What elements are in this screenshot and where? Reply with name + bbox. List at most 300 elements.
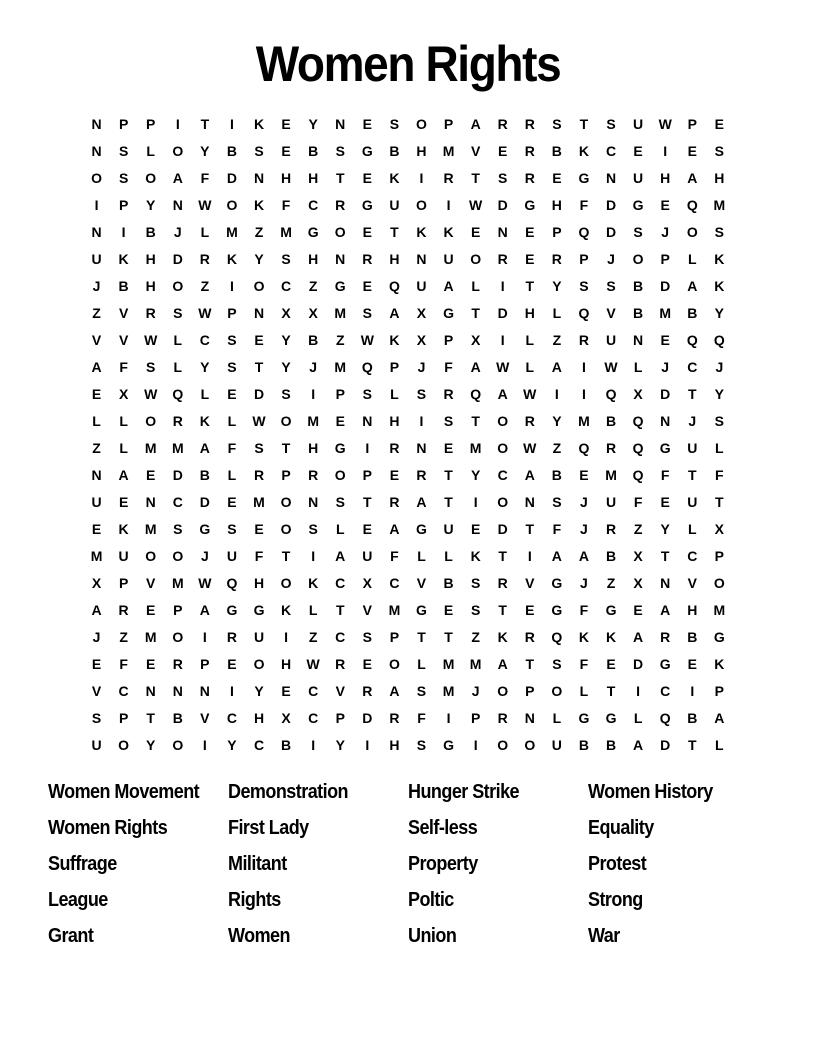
grid-letter: Q (470, 386, 482, 402)
grid-letter: X (118, 386, 129, 402)
grid-letter: E (227, 494, 237, 510)
grid-letter: A (497, 656, 508, 672)
grid-letter: G (659, 656, 671, 672)
grid-letter: T (335, 602, 345, 618)
grid-letter: A (551, 548, 562, 564)
grid-letter: M (334, 305, 347, 321)
grid-letter: O (524, 737, 536, 753)
word-item: War (588, 925, 620, 947)
grid-letter: Z (335, 332, 345, 348)
grid-letter: T (579, 116, 589, 132)
grid-letter: L (444, 548, 453, 564)
grid-letter: B (551, 143, 562, 159)
grid-letter: K (470, 548, 481, 564)
word-item: League (48, 889, 108, 911)
grid-letter: H (714, 170, 725, 186)
grid-letter: E (254, 332, 264, 348)
grid-letter: S (714, 413, 724, 429)
grid-letter: S (552, 494, 562, 510)
grid-letter: A (199, 602, 210, 618)
grid-letter: L (417, 548, 426, 564)
grid-letter: I (94, 197, 99, 213)
grid-letter: I (311, 737, 316, 753)
grid-letter: X (308, 305, 318, 321)
grid-letter: O (172, 629, 184, 645)
grid-letter: Z (308, 278, 318, 294)
grid-letter: I (229, 116, 234, 132)
grid-letter: P (714, 683, 724, 699)
grid-letter: B (551, 467, 562, 483)
grid-letter: L (525, 359, 535, 375)
grid-letter: G (253, 602, 265, 618)
grid-letter: M (280, 224, 292, 240)
grid-letter: H (687, 602, 698, 618)
grid-letter: O (416, 197, 427, 213)
grid-letter: D (253, 386, 265, 402)
grid-letter: N (253, 305, 265, 321)
grid-letter: N (416, 251, 427, 267)
grid-letter: J (471, 683, 480, 699)
grid-letter: Q (632, 413, 644, 429)
grid-letter: S (416, 386, 427, 402)
grid-letter: R (172, 656, 183, 672)
grid-letter: E (91, 386, 102, 402)
grid-letter: E (687, 656, 697, 672)
grid-letter: A (199, 440, 210, 456)
grid-letter: P (470, 710, 481, 726)
grid-letter: G (334, 440, 346, 456)
grid-letter: R (362, 251, 373, 267)
grid-letter: K (389, 332, 400, 348)
grid-letter: R (551, 251, 562, 267)
grid-letter: M (578, 413, 590, 429)
grid-letter: L (633, 710, 643, 726)
grid-letter: P (173, 602, 183, 618)
grid-letter: C (281, 278, 292, 294)
grid-letter: H (253, 710, 265, 726)
grid-letter: N (145, 683, 156, 699)
grid-letter: E (362, 278, 372, 294)
grid-letter: U (91, 251, 102, 267)
grid-letter: O (226, 197, 238, 213)
grid-letter: S (173, 305, 183, 321)
grid-letter: B (172, 710, 183, 726)
grid-letter: I (175, 116, 180, 132)
grid-letter: R (443, 170, 454, 186)
grid-letter: S (606, 116, 616, 132)
grid-letter: C (605, 143, 617, 159)
grid-letter: G (443, 737, 454, 753)
grid-letter: Z (119, 629, 128, 645)
grid-letter: P (687, 116, 697, 132)
grid-letter: Y (714, 305, 724, 321)
grid-letter: A (470, 116, 481, 132)
grid-letter: J (580, 494, 588, 510)
grid-letter: N (308, 494, 319, 510)
grid-letter: D (660, 278, 671, 294)
grid-letter: M (253, 494, 265, 510)
grid-letter: U (687, 494, 698, 510)
grid-letter: M (171, 575, 184, 591)
grid-letter: S (362, 386, 372, 402)
grid-letter: O (172, 737, 184, 753)
grid-letter: Q (686, 197, 698, 213)
grid-letter: O (280, 521, 292, 537)
grid-letter: N (91, 467, 102, 483)
grid-letter: J (92, 278, 101, 294)
grid-letter: J (417, 359, 426, 375)
grid-letter: O (172, 278, 184, 294)
grid-letter: T (525, 278, 535, 294)
grid-letter: E (362, 656, 372, 672)
grid-letter: Y (254, 683, 264, 699)
grid-letter: G (226, 602, 238, 618)
grid-letter: T (335, 170, 345, 186)
grid-letter: I (500, 278, 505, 294)
grid-letter: Q (578, 224, 590, 240)
grid-letter: E (335, 413, 345, 429)
grid-letter: M (442, 656, 455, 672)
grid-letter: O (280, 494, 292, 510)
grid-letter: H (253, 575, 265, 591)
grid-letter: G (199, 521, 211, 537)
grid-letter: F (417, 710, 426, 726)
grid-letter: C (226, 710, 237, 726)
grid-letter: O (145, 413, 157, 429)
grid-letter: G (334, 278, 346, 294)
grid-letter: K (281, 602, 292, 618)
grid-letter: C (253, 737, 265, 753)
grid-letter: G (416, 521, 427, 537)
grid-letter: B (308, 143, 319, 159)
grid-letter: N (335, 251, 346, 267)
grid-letter: H (308, 440, 319, 456)
grid-letter: Y (254, 251, 264, 267)
grid-letter: E (91, 656, 102, 672)
grid-letter: V (91, 683, 102, 699)
grid-letter: I (473, 494, 478, 510)
grid-letter: S (227, 521, 237, 537)
grid-letter: R (524, 170, 535, 186)
grid-letter: T (525, 656, 535, 672)
grid-letter: S (281, 251, 291, 267)
grid-letter: S (362, 629, 372, 645)
grid-letter: I (229, 278, 234, 294)
grid-letter: N (172, 683, 183, 699)
grid-row (83, 165, 733, 192)
grid-letter: A (470, 359, 481, 375)
grid-letter: F (227, 440, 237, 456)
grid-letter: F (254, 548, 264, 564)
grid-letter: C (335, 575, 346, 591)
word-item: Women (228, 925, 290, 947)
grid-letter: N (335, 116, 346, 132)
grid-letter: B (633, 305, 644, 321)
grid-letter: P (281, 467, 291, 483)
grid-letter: O (334, 467, 346, 483)
grid-letter: F (633, 494, 643, 510)
grid-letter: X (91, 575, 102, 591)
grid-letter: R (389, 710, 400, 726)
grid-letter: U (443, 521, 454, 537)
grid-letter: M (226, 224, 238, 240)
grid-letter: G (416, 602, 427, 618)
grid-letter: H (308, 170, 319, 186)
grid-letter: M (605, 467, 617, 483)
grid-letter: J (580, 521, 588, 537)
grid-letter: X (281, 710, 291, 726)
grid-letter: T (281, 548, 291, 564)
grid-letter: O (91, 170, 102, 186)
grid-letter: U (443, 251, 454, 267)
grid-letter: K (497, 629, 508, 645)
grid-letter: D (660, 737, 671, 753)
grid-letter: T (200, 116, 210, 132)
grid-letter: S (335, 494, 345, 510)
grid-letter: U (91, 494, 102, 510)
grid-letter: L (173, 332, 183, 348)
grid-letter: E (227, 386, 237, 402)
word-item: Protest (588, 853, 647, 875)
grid-letter: C (308, 710, 319, 726)
grid-letter: K (714, 656, 725, 672)
grid-letter: Z (308, 629, 318, 645)
grid-letter: H (524, 305, 535, 321)
grid-letter: E (525, 602, 535, 618)
grid-letter: A (118, 467, 129, 483)
grid-letter: R (416, 467, 427, 483)
grid-letter: T (444, 494, 453, 510)
grid-letter: P (335, 710, 345, 726)
grid-letter: X (281, 305, 291, 321)
grid-letter: I (554, 386, 559, 402)
grid-letter: O (172, 143, 184, 159)
grid-letter: L (687, 251, 697, 267)
grid-letter: U (687, 440, 698, 456)
grid-letter: B (605, 548, 617, 564)
grid-letter: E (362, 521, 372, 537)
word-item: Poltic (408, 889, 454, 911)
grid-letter: M (334, 359, 347, 375)
grid-letter: Q (605, 386, 617, 402)
grid-letter: P (362, 467, 372, 483)
grid-letter: T (525, 521, 535, 537)
grid-letter: E (281, 143, 291, 159)
grid-letter: T (417, 629, 426, 645)
word-item: Rights (228, 889, 281, 911)
grid-letter: A (172, 170, 183, 186)
grid-letter: O (497, 494, 509, 510)
grid-row (83, 597, 733, 624)
grid-letter: N (253, 170, 265, 186)
grid-letter: S (714, 224, 724, 240)
grid-letter: B (281, 737, 292, 753)
grid-letter: R (443, 386, 454, 402)
grid-letter: S (308, 521, 318, 537)
grid-letter: T (146, 710, 155, 726)
grid-letter: P (118, 710, 129, 726)
grid-letter: Q (578, 305, 590, 321)
grid-letter: M (469, 440, 482, 456)
grid-letter: W (523, 386, 537, 402)
grid-letter: W (198, 575, 212, 591)
grid-letter: U (633, 170, 644, 186)
grid-letter: T (363, 494, 372, 510)
grid-letter: N (91, 116, 102, 132)
grid-letter: M (713, 602, 726, 618)
grid-letter: G (605, 602, 617, 618)
grid-letter: J (92, 629, 101, 645)
grid-letter: O (118, 737, 130, 753)
grid-letter: V (606, 305, 616, 321)
grid-letter: A (443, 278, 454, 294)
word-row (48, 812, 788, 848)
grid-letter: S (606, 278, 616, 294)
grid-letter: E (660, 332, 670, 348)
grid-letter: S (91, 710, 102, 726)
grid-letter: T (498, 548, 507, 564)
grid-letter: S (714, 143, 724, 159)
grid-letter: K (253, 197, 265, 213)
grid-letter: B (578, 737, 589, 753)
grid-letter: X (714, 521, 724, 537)
grid-letter: O (388, 656, 400, 672)
grid-letter: W (604, 359, 618, 375)
grid-letter: S (362, 305, 372, 321)
grid-letter: O (497, 440, 509, 456)
grid-letter: E (281, 116, 291, 132)
grid-letter: V (118, 332, 129, 348)
grid-letter: S (335, 143, 345, 159)
grid-row (83, 273, 733, 300)
grid-row (83, 543, 733, 570)
grid-letter: Y (200, 143, 210, 159)
grid-letter: E (525, 251, 535, 267)
grid-letter: V (91, 332, 102, 348)
grid-letter: A (633, 629, 644, 645)
grid-letter: Q (361, 359, 373, 375)
grid-letter: T (498, 602, 507, 618)
grid-letter: P (146, 116, 156, 132)
grid-letter: I (582, 386, 586, 402)
grid-letter: K (199, 413, 210, 429)
word-item: Women Movement (48, 781, 200, 803)
grid-letter: R (145, 305, 156, 321)
grid-letter: V (118, 305, 129, 321)
grid-letter: T (281, 440, 291, 456)
grid-letter: R (497, 575, 508, 591)
word-item: Self-less (408, 817, 478, 839)
grid-letter: Y (470, 467, 481, 483)
word-item: Demonstration (228, 781, 348, 803)
grid-letter: O (416, 116, 427, 132)
grid-letter: E (633, 143, 643, 159)
grid-letter: A (578, 548, 589, 564)
grid-letter: N (416, 440, 427, 456)
grid-letter: H (281, 656, 292, 672)
grid-letter: G (551, 575, 563, 591)
grid-letter: R (172, 413, 183, 429)
grid-letter: Y (281, 332, 291, 348)
grid-letter: L (552, 305, 562, 321)
word-item: Hunger Strike (408, 781, 520, 803)
grid-letter: Q (388, 278, 400, 294)
grid-letter: L (687, 521, 697, 537)
grid-letter: Y (227, 737, 237, 753)
grid-letter: B (308, 332, 319, 348)
grid-letter: T (471, 305, 480, 321)
grid-letter: F (119, 359, 128, 375)
letter-grid (83, 111, 733, 759)
grid-letter: W (252, 413, 266, 429)
grid-letter: G (361, 197, 373, 213)
grid-letter: I (690, 683, 695, 699)
grid-letter: B (605, 413, 617, 429)
grid-letter: I (663, 143, 668, 159)
word-item: Militant (228, 853, 287, 875)
grid-letter: U (118, 548, 129, 564)
grid-letter: T (444, 629, 453, 645)
grid-letter: D (226, 170, 237, 186)
grid-letter: X (416, 305, 427, 321)
grid-letter: D (497, 197, 508, 213)
grid-letter: N (199, 683, 210, 699)
grid-letter: F (281, 197, 291, 213)
grid-letter: U (416, 278, 427, 294)
grid-letter: O (145, 170, 157, 186)
grid-letter: H (389, 737, 400, 753)
grid-letter: R (389, 494, 400, 510)
grid-letter: E (606, 656, 616, 672)
grid-letter: S (118, 170, 129, 186)
word-row (48, 920, 788, 956)
grid-letter: E (389, 467, 400, 483)
grid-letter: L (227, 467, 237, 483)
grid-letter: H (145, 251, 156, 267)
grid-letter: Y (281, 359, 291, 375)
grid-letter: L (579, 683, 589, 699)
grid-letter: U (633, 116, 644, 132)
grid-letter: R (226, 629, 237, 645)
grid-letter: R (335, 656, 346, 672)
grid-letter: I (311, 548, 316, 564)
grid-letter: L (633, 359, 643, 375)
grid-letter: P (525, 683, 535, 699)
grid-letter: R (524, 116, 535, 132)
grid-letter: K (226, 251, 237, 267)
grid-letter: I (202, 737, 207, 753)
grid-letter: H (389, 413, 400, 429)
grid-letter: G (578, 170, 590, 186)
grid-letter: Y (146, 737, 156, 753)
grid-letter: X (633, 548, 643, 564)
grid-letter: M (469, 656, 482, 672)
grid-letter: V (525, 575, 535, 591)
grid-letter: E (227, 656, 237, 672)
grid-letter: E (91, 521, 102, 537)
grid-letter: I (121, 224, 126, 240)
grid-letter: O (280, 413, 292, 429)
grid-letter: B (605, 737, 617, 753)
grid-letter: F (444, 359, 453, 375)
grid-letter: Y (552, 413, 562, 429)
grid-letter: T (715, 494, 724, 510)
grid-letter: J (309, 359, 318, 375)
grid-letter: E (443, 602, 454, 618)
grid-letter: L (200, 224, 210, 240)
grid-letter: I (284, 629, 289, 645)
grid-letter: Y (146, 197, 156, 213)
